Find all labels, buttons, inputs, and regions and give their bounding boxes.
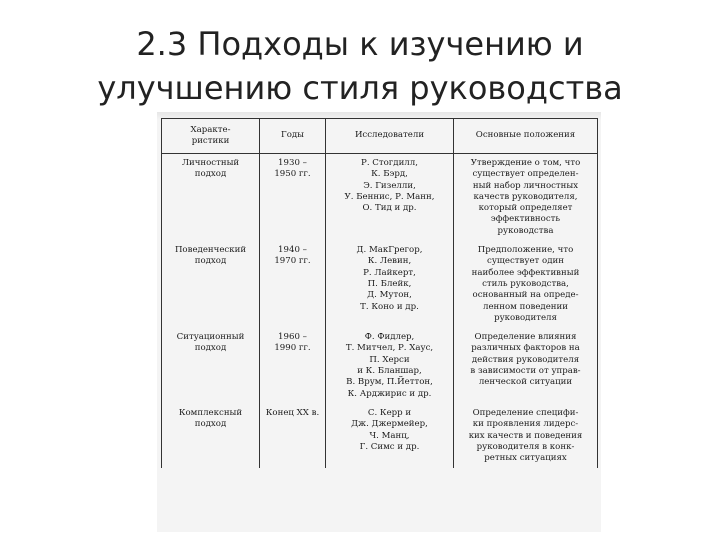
cell-text-line: Ситуационный — [176, 332, 245, 343]
cell-years — [260, 154, 326, 242]
cell-text-line: руководителя в конк- — [476, 441, 575, 452]
cell-text-line: Э. Гизелли, — [363, 180, 416, 191]
cell-text-line: 1950 гг. — [274, 169, 311, 180]
cell-years — [260, 404, 326, 468]
table-row — [162, 328, 598, 404]
header-main-positions: Основные положения — [454, 119, 598, 154]
cell-approach — [162, 241, 260, 328]
cell-text-line: П. Херси — [369, 354, 410, 365]
cell-text-line: Ф. Фидлер, — [364, 332, 415, 343]
table-row — [162, 404, 598, 468]
table-row — [162, 154, 598, 242]
cell-text-line: С. Керр и — [367, 407, 412, 418]
cell-text-line: Т. Митчел, Р. Хаус, — [345, 343, 434, 354]
cell-text-line: ки проявления лидерс- — [472, 419, 579, 430]
cell-text-line: Р. Лайкерт, — [363, 267, 416, 278]
cell-researchers — [326, 241, 454, 328]
cell-text-line: существует определен- — [472, 169, 579, 180]
cell-text-line: 1930 – — [278, 158, 307, 168]
cell-text-line: руководителя — [494, 312, 557, 323]
cell-text-line: 1940 – — [278, 245, 307, 256]
cell-main-positions — [454, 328, 598, 404]
cell-text-line: подход — [194, 343, 227, 354]
cell-text-line: 1970 гг. — [274, 256, 311, 267]
cell-text-line: П. Блейк, — [367, 278, 412, 289]
cell-text-line: ретных ситуациях — [484, 453, 567, 464]
cell-text-line: В. Врум, П.Йеттон, — [346, 377, 433, 388]
cell-text-line: ких качеств и поведения — [468, 430, 583, 441]
cell-years — [260, 328, 326, 404]
cell-text-line: подход — [194, 169, 227, 180]
cell-text-line: Предположение, что — [477, 245, 574, 256]
cell-approach — [162, 154, 260, 242]
slide-title-line-1: 2.3 Подходы к изучению и — [136, 25, 584, 63]
slide-title — [0, 22, 720, 110]
cell-text-line: стиль руководства, — [482, 278, 569, 289]
cell-text-line: Дж. Джермейер, — [351, 419, 428, 430]
cell-text-line: Т. Коно и др. — [360, 301, 419, 312]
cell-text-line: Конец XX в. — [265, 407, 320, 418]
cell-text-line: Определение специфи- — [472, 407, 579, 418]
cell-text-line: К. Левин, — [367, 256, 412, 267]
cell-text-line: О. Тид и др. — [362, 203, 417, 214]
cell-researchers — [326, 404, 454, 468]
cell-text-line: Р. Стогдилл, — [361, 158, 418, 168]
cell-text-line: в зависимости от управ- — [470, 366, 581, 377]
header-years: Годы — [260, 119, 326, 154]
cell-text-line: качеств руководителя, — [473, 191, 578, 202]
cell-text-line: ленческой ситуации — [478, 377, 573, 388]
cell-text-line: 1960 – — [278, 332, 307, 343]
cell-text-line: Определение влияния — [474, 332, 577, 343]
cell-text-line: различных факторов на — [471, 343, 580, 354]
cell-text-line: Д. Мутон, — [367, 290, 412, 301]
cell-text-line: 1990 гг. — [274, 343, 311, 354]
cell-text-line: наиболее эффективный — [471, 267, 580, 278]
cell-researchers — [326, 154, 454, 242]
cell-text-line: который определяет — [478, 203, 573, 214]
cell-approach — [162, 328, 260, 404]
cell-years — [260, 241, 326, 328]
table-header-row — [162, 119, 598, 154]
cell-text-line: К. Арджирис и др. — [347, 388, 432, 399]
cell-text-line: Комплексный — [178, 407, 243, 418]
cell-text-line: и К. Бланшар, — [357, 366, 422, 377]
header-researchers: Исследователи — [326, 119, 454, 154]
cell-text-line: Д. МакГрегор, — [356, 245, 423, 256]
cell-text-line: эффективность — [490, 214, 561, 225]
cell-text-line: Поведенческий — [174, 245, 247, 256]
header-characteristics: Характе- ристики — [162, 119, 260, 154]
cell-text-line: действия руководителя — [471, 354, 580, 365]
cell-main-positions — [454, 241, 598, 328]
cell-text-line: руководства — [497, 225, 554, 236]
cell-text-line: У. Беннис, Р. Манн, — [344, 191, 435, 202]
cell-text-line: ный набор личностных — [472, 180, 579, 191]
cell-text-line: К. Бэрд, — [371, 169, 408, 180]
cell-text-line: подход — [194, 419, 227, 430]
cell-text-line: ленном поведении — [483, 301, 568, 312]
cell-text-line: Г. Симс и др. — [359, 441, 420, 452]
cell-researchers — [326, 328, 454, 404]
cell-approach — [162, 404, 260, 468]
scanned-table-image — [157, 112, 601, 532]
cell-main-positions — [454, 404, 598, 468]
cell-text-line: Утверждение о том, что — [470, 158, 581, 168]
cell-text-line: существует один — [487, 256, 564, 267]
cell-text-line: основанный на опреде- — [472, 290, 579, 301]
slide-title-line-2: улучшению стиля руководства — [97, 69, 623, 107]
approaches-table — [161, 118, 598, 468]
table-row — [162, 241, 598, 328]
cell-text-line: Ч. Манц, — [369, 430, 410, 441]
cell-main-positions — [454, 154, 598, 242]
cell-text-line: Личностный — [181, 158, 240, 168]
cell-text-line: подход — [194, 256, 227, 267]
